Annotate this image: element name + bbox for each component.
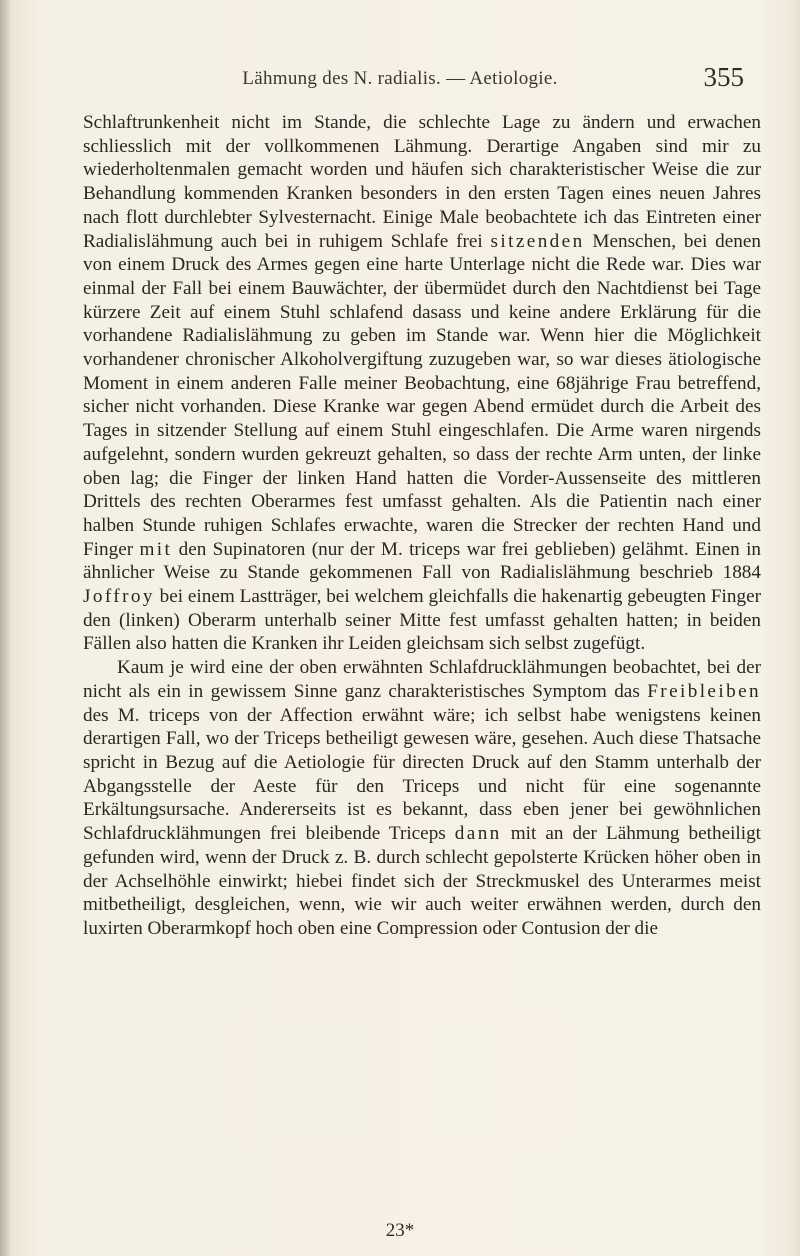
spaced-emphasis: mit — [139, 538, 173, 560]
spaced-emphasis: sitzenden — [490, 230, 585, 252]
page-number: 355 — [703, 62, 744, 92]
text-run: mit an der Lähmung betheiligt gefunden wird, wenn der Druck z. B. durch schlecht gepolsterte Krücken höher oben in der Achselhöhle einwirkt; hiebei findet sich der Streckmuskel des Unterarmes meist mitbetheiligt, desgleichen, wenn, wie wir auch weiter erwähnen werden, durch den luxirten Oberarmkopf hoch oben eine Compression oder Contusion der die — [83, 823, 762, 939]
text-run: Menschen, bei denen von einem Druck des Armes gegen eine harte Unterlage nicht die Rede war. Dies war einmal der Fall bei einem Bauwächter, der übermüdet durch den Nachtdienst bei Tage kürzere Zeit auf einem Stuhl schlafend dasass und keine andere Erklärung für die vorhandene Radialislähmung zu geben im Stande war. Wenn hier die Möglichkeit vorhandener chronischer Alkoholvergiftung zuzugeben war, so war dieses ätiologische Moment in einem anderen Falle meiner Beobachtung, eine 68jährige Frau betreffend, sicher nicht vorhanden. Diese Kranke war gegen Abend ermüdet durch die Arbeit des Tages in sitzender Stellung auf einem Stuhl eingeschlafen. Die Arme waren nirgends aufgelehnt, sondern wurden gekreuzt gehalten, so dass der rechte Arm unten, der linke oben lag; die Finger der linken Hand hatten die Vorder-Aussenseite des mittleren Drittels des rechten Oberarmes fest umfasst gehalten. Als die Patientin nach einer halben Stunde ruhigen Schlafes erwachte, waren die Strecker der rechten Hand und Finger — [83, 230, 761, 560]
text-run: des M. triceps von der Affection erwähnt wäre; ich selbst habe wenigstens keinen derartigen Fall, wo der Triceps betheiligt gewesen wäre, gesehen. Auch diese Thatsache spricht in Bezug auf die Aetiologie für directen Druck auf den Stamm unterhalb der Abgangsstelle der Aeste für den Triceps und nicht für eine sogenannte Erkältungsursache. Andererseits ist es bekannt, dass eben jener bei gewöhnlichen Schlafdrucklähmungen frei bleibende Triceps — [83, 704, 761, 845]
running-head: Lähmung des N. radialis. — Aetiologie. — [242, 68, 558, 89]
paragraph — [83, 656, 761, 940]
text-run: Kaum je wird eine der oben erwähnten Schlafdrucklähmungen beobachtet, bei der nicht als ein in gewissem Sinne ganz charakteristisches Symptom das — [83, 657, 761, 702]
text-run: den Supinatoren (nur der M. triceps war frei geblieben) gelähmt. Einen in ähnlicher Weise zu Stande gekommenen Fall von Radialislähmung beschrieb 1884 — [83, 538, 761, 584]
text-run: bei einem Lastträger, bei welchem gleichfalls die hakenartig gebeugten Finger den (linken) Oberarm unterhalb seiner Mitte fest umfasst gehalten hatten; in beiden Fällen also hatten die Kranken ihr Leiden gleichsam sich selbst zugefügt. — [83, 586, 761, 655]
paragraph — [83, 111, 761, 656]
spaced-emphasis: Freibleiben — [647, 680, 761, 702]
page-header — [0, 62, 800, 96]
spaced-emphasis: dann — [454, 823, 502, 845]
page-spine-shadow — [0, 0, 10, 1256]
body-text — [83, 111, 761, 941]
signature-mark: 23* — [385, 1220, 415, 1241]
spaced-emphasis-author: Joffroy — [83, 586, 155, 608]
text-run: Schlaftrunkenheit nicht im Stande, die schlechte Lage zu ändern und erwachen schliesslich mit der vollkommenen Lähmung. Derartige Angaben sind mir zu wiederholtenmalen gemacht worden und häufen sich charakteristischer Weise die zur Behandlung kommenden Kranken besonders in den ersten Tagen eines neuen Jahres nach flott durchlebter Sylvesternacht. Einige Male beobachtete ich das Eintreten einer Radialislähmung auch bei in ruhigem Schlafe frei — [83, 112, 761, 252]
